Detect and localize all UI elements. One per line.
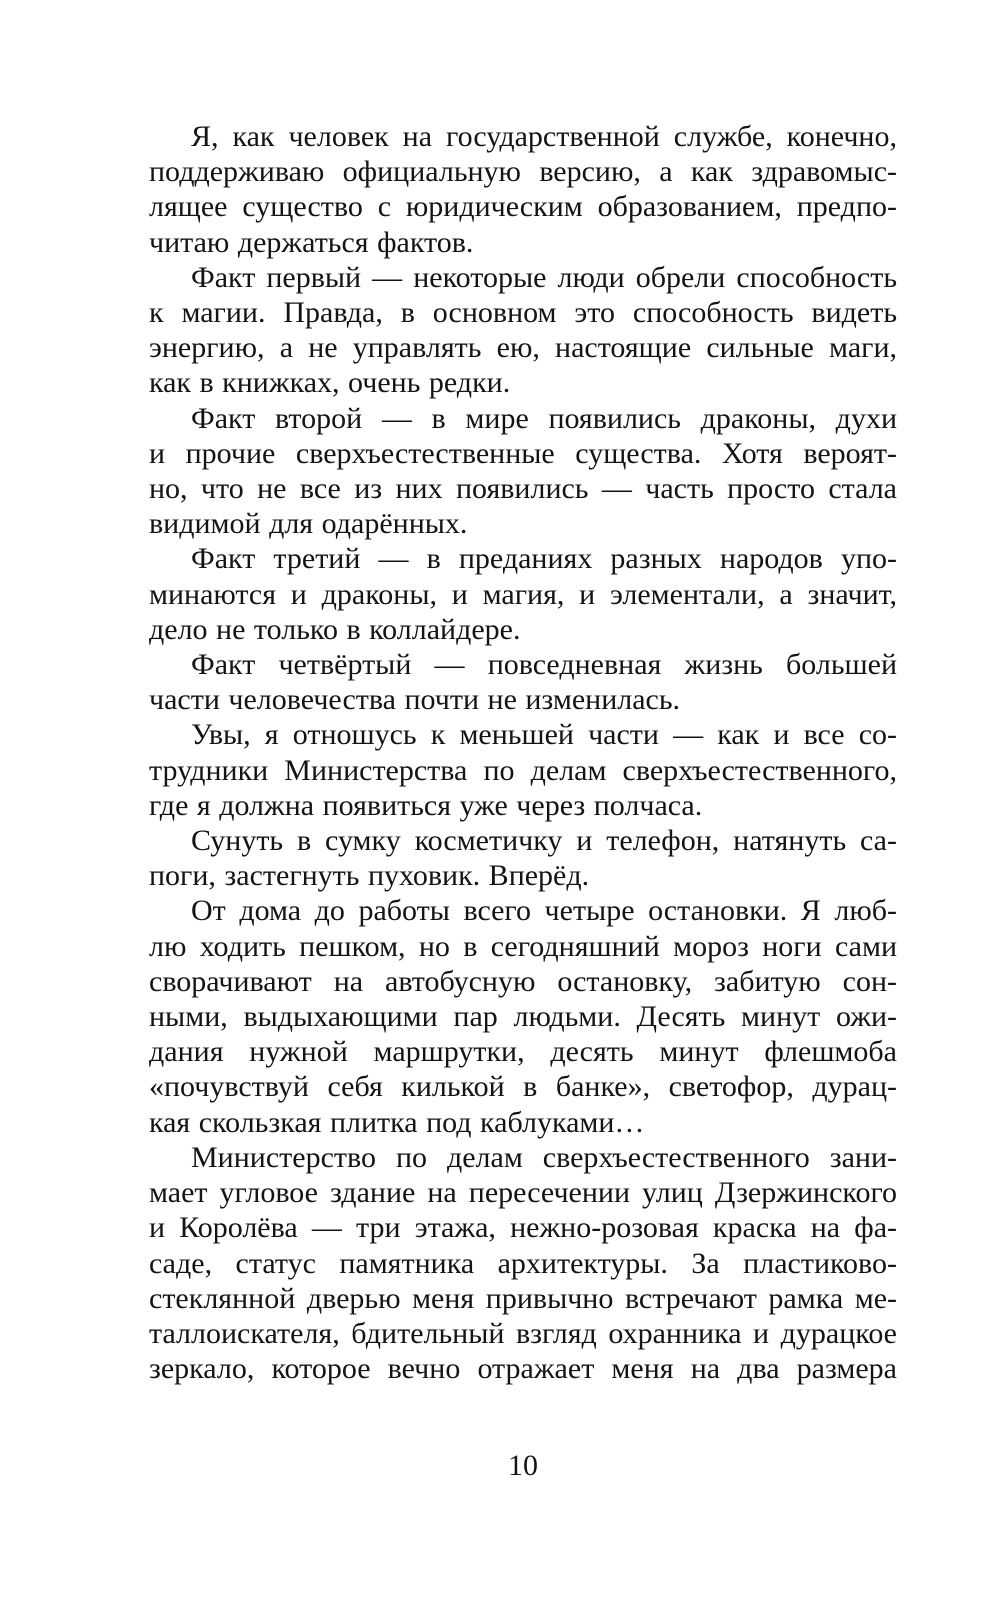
text-line: Министерство по делам сверхъестественного зани- (191, 1140, 897, 1174)
paragraph (149, 119, 897, 260)
text-line: дело не только в коллайдере. (149, 612, 521, 646)
text-line: зеркало, которое вечно отражает меня на два размера (149, 1352, 897, 1386)
paragraph (149, 541, 897, 647)
page-number: 10 (508, 1449, 538, 1482)
paragraph (149, 893, 897, 1139)
text-line: Факт третий — в преданиях разных народов упо- (191, 542, 897, 576)
paragraph (149, 647, 897, 717)
text-line: где я должна появиться уже через полчаса. (149, 788, 703, 822)
text-line: Увы, я отношусь к меньшей части — как и все со- (191, 718, 897, 752)
text-line: к магии. Правда, в основном это способность видеть (149, 296, 897, 330)
text-line: кая скользкая плитка под каблуками… (149, 1105, 645, 1139)
text-line: мает угловое здание на пересечении улиц Дзержинского (149, 1176, 897, 1210)
paragraph (149, 823, 897, 893)
text-line: Факт первый — некоторые люди обрели способность (191, 260, 897, 294)
text-line: ными, выдыхающими пар людьми. Десять минут ожи- (149, 1000, 897, 1034)
text-line: и Королёва — три этажа, нежно-розовая краска на фа- (149, 1211, 897, 1245)
text-line: таллоискателя, бдительный взгляд охранника и дурацкое (149, 1316, 897, 1350)
paragraph (149, 401, 897, 542)
text-line: сворачивают на автобусную остановку, забитую сон- (149, 964, 897, 998)
text-line: трудники Министерства по делам сверхъестественного, (149, 753, 897, 787)
text-line: Я, как человек на государственной службе, конечно, (191, 120, 897, 153)
text-line: стеклянной дверью меня привычно встречают рамка ме- (149, 1281, 897, 1315)
text-line: Факт четвёртый — повседневная жизнь большей (191, 648, 897, 682)
text-line: саде, статус памятника архитектуры. За пластиково- (149, 1246, 897, 1280)
page-text-block (149, 119, 897, 1386)
text-line: дания нужной маршрутки, десять минут флешмоба (149, 1035, 897, 1069)
text-line: но, что не все из них появились — часть просто стала (149, 472, 897, 506)
text-line: поги, застегнуть пуховик. Вперёд. (149, 859, 590, 893)
text-line: лю ходить пешком, но в сегодняшний мороз ноги сами (149, 929, 897, 963)
text-line: Факт второй — в мире появились драконы, духи (191, 401, 897, 435)
text-line: От дома до работы всего четыре остановки. Я люб- (191, 894, 897, 928)
text-line: читаю держаться фактов. (149, 225, 474, 259)
text-line: энергию, а не управлять ею, настоящие сильные маги, (149, 331, 897, 365)
text-line: лящее существо с юридическим образованием, предпо- (149, 190, 897, 224)
text-line: Сунуть в сумку косметичку и телефон, натянуть са- (191, 824, 897, 858)
text-line: минаются и драконы, и магия, и элементали, а значит, (149, 577, 897, 611)
text-line: как в книжках, очень редки. (149, 366, 511, 400)
text-line: видимой для одарённых. (149, 507, 468, 541)
paragraph (149, 1140, 897, 1386)
text-line: «почувствуй себя килькой в банке», светофор, дурац- (149, 1070, 897, 1104)
text-line: и прочие сверхъестественные существа. Хотя вероят- (149, 436, 897, 470)
text-line: поддерживаю официальную версию, а как здравомыс- (149, 155, 897, 189)
paragraph (149, 260, 897, 401)
text-line: части человечества почти не изменилась. (149, 683, 681, 717)
paragraph (149, 717, 897, 823)
